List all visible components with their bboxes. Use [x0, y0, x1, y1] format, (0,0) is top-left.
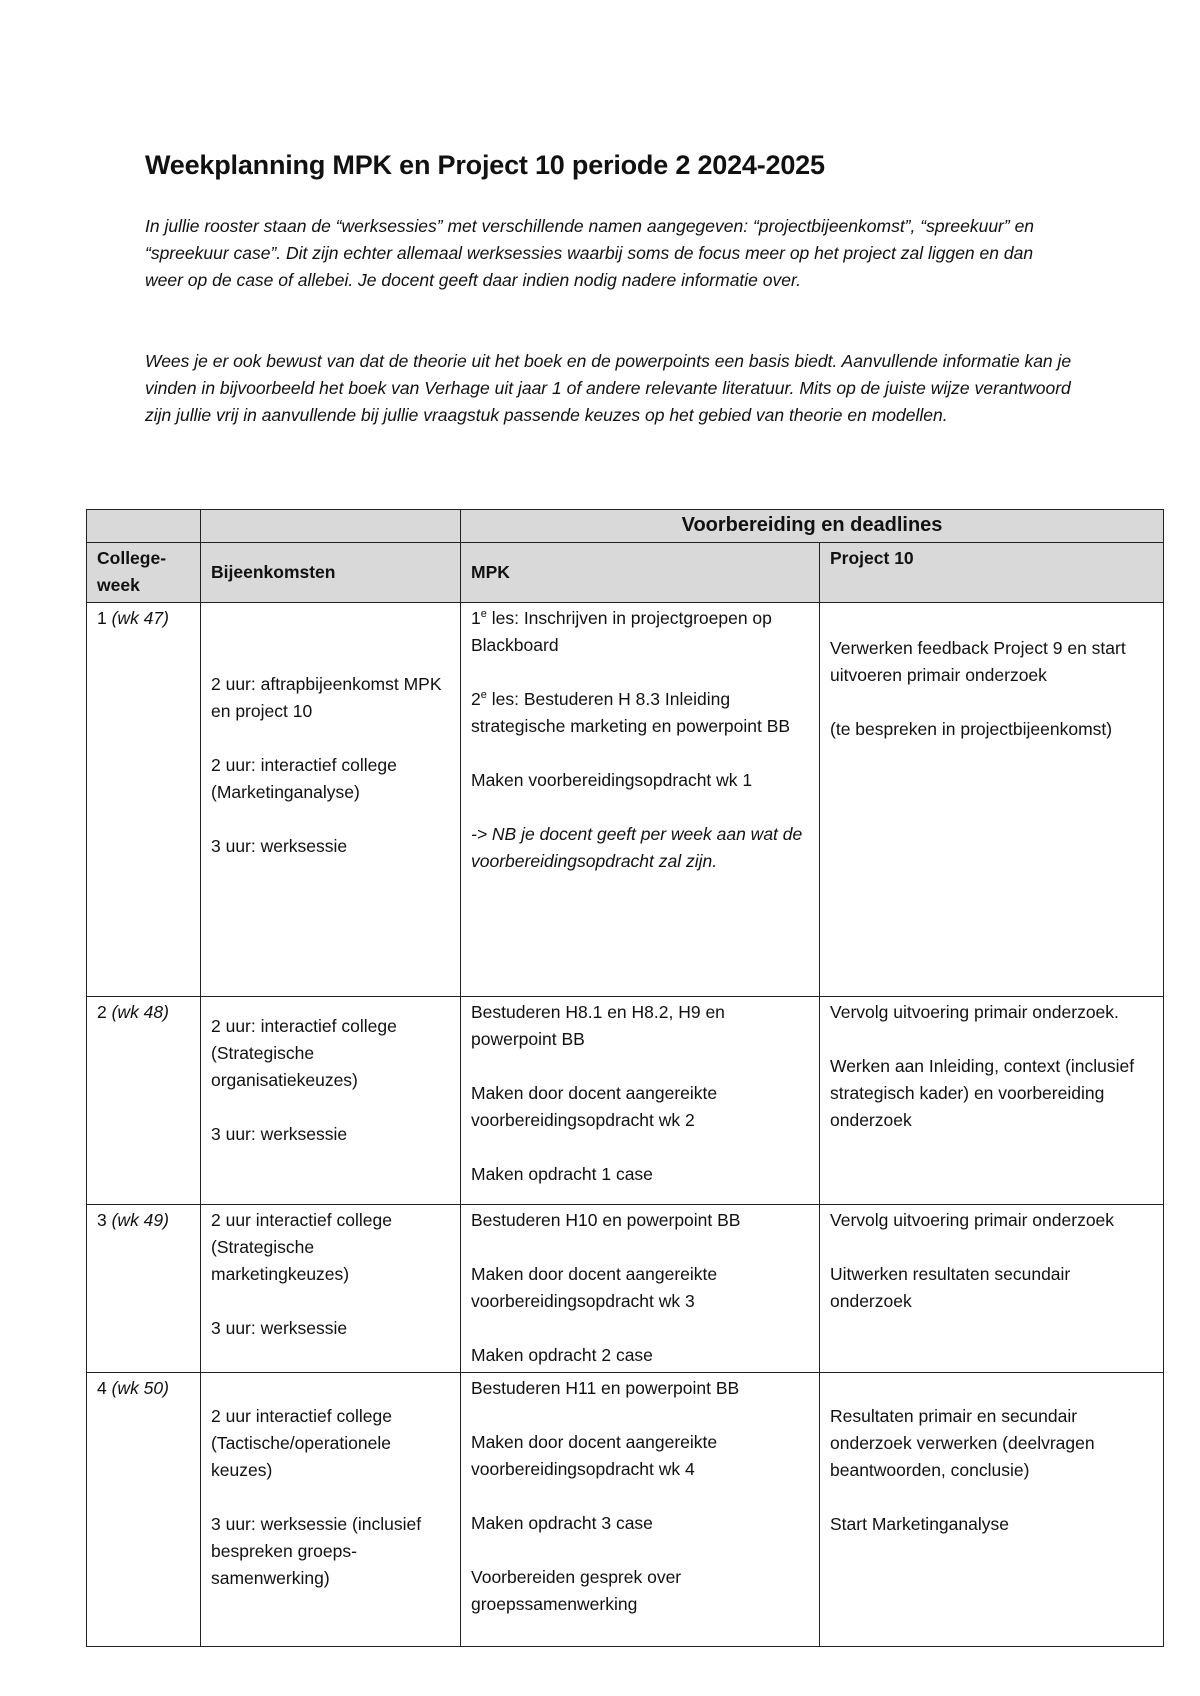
mpk-item: Bestuderen H10 en powerpoint BB — [471, 1210, 741, 1230]
mpk-item: Maken opdracht 3 case — [471, 1513, 653, 1533]
lesson-number: 2 — [471, 689, 481, 709]
ordinal-suffix: e — [480, 689, 487, 702]
lesson-text: les: Inschrijven in projectgroepen op Blackboard — [471, 608, 772, 655]
mpk-item: Maken door docent aangereikte voorbereidingsopdracht wk 4 — [471, 1432, 718, 1479]
mpk-cell — [461, 1373, 820, 1647]
week-label: (wk 47) — [111, 608, 169, 628]
week-cell — [87, 1373, 201, 1647]
week-number: 4 — [97, 1378, 107, 1398]
mpk-item: Maken door docent aangereikte voorbereidingsopdracht wk 3 — [471, 1264, 718, 1311]
intro-paragraph-2: Wees je er ook bewust van dat de theorie uit het boek en de powerpoints een basis biedt. Aanvullende informatie kan je vinden in bijvoorbeeld het boek van Verhage uit jaar 1 of andere relevante literatuur. Mits op de juiste wijze verantwoord zijn jullie vrij in aanvullende bij jullie vraagstuk passende keuzes op het gebied van theorie en modellen. — [145, 351, 1072, 425]
header-preparation-deadlines: Voorbereiding en deadlines — [461, 510, 1164, 543]
mpk-item: Maken opdracht 1 case — [471, 1164, 653, 1184]
ordinal-suffix: e — [480, 608, 487, 621]
project-cell — [820, 1373, 1164, 1647]
meetings-cell — [201, 1205, 461, 1373]
meeting-item: 2 uur interactief college (Strategische marketingkeuzes) — [211, 1210, 392, 1284]
header-empty-cell-2 — [201, 510, 461, 543]
week-number: 1 — [97, 608, 107, 628]
week-cell — [87, 603, 201, 997]
meeting-item: 3 uur: werksessie — [211, 1124, 348, 1144]
week-label: (wk 50) — [111, 1378, 169, 1398]
intro-paragraph-1: In jullie rooster staan de “werksessies” met verschillende namen aangegeven: “projectbijeenkomst”, “spreekuur” en “spreekuur case”. Dit zijn echter allemaal werksessies waarbij soms de focus meer op het project zal liggen en dan weer op de case of allebei. Je docent geeft daar indien nodig nadere informatie over. — [145, 216, 1035, 290]
meeting-item: 2 uur: interactief college (Strategische organisatiekeuzes) — [211, 1016, 397, 1090]
project-cell — [820, 603, 1164, 997]
mpk-item — [471, 686, 809, 740]
meeting-item: 3 uur: werksessie — [211, 836, 348, 856]
mpk-cell — [461, 603, 820, 997]
mpk-item: Maken door docent aangereikte voorbereidingsopdracht wk 2 — [471, 1083, 718, 1130]
mpk-cell — [461, 1205, 820, 1373]
project-item: Verwerken feedback Project 9 en start uitvoeren primair onderzoek — [830, 638, 1126, 685]
project-cell — [820, 997, 1164, 1205]
project-cell — [820, 1205, 1164, 1373]
mpk-item: Bestuderen H11 en powerpoint BB — [471, 1378, 740, 1398]
meeting-item: 2 uur interactief college (Tactische/operationele keuzes) — [211, 1406, 392, 1480]
mpk-item: Maken opdracht 2 case — [471, 1345, 653, 1365]
header-meetings: Bijeenkomsten — [201, 543, 461, 603]
lesson-text: les: Bestuderen H 8.3 Inleiding strategische marketing en powerpoint BB — [471, 689, 791, 736]
week-number: 2 — [97, 1002, 107, 1022]
meetings-cell — [201, 603, 461, 997]
week-cell — [87, 1205, 201, 1373]
lesson-number: 1 — [471, 608, 481, 628]
table-row — [87, 1205, 1164, 1373]
meeting-item: 2 uur: aftrapbijeenkomst MPK en project 10 — [211, 674, 442, 721]
project-item: Uitwerken resultaten secundair onderzoek — [830, 1264, 1071, 1311]
document-title: Weekplanning MPK en Project 10 periode 2 2024-2025 — [145, 150, 825, 180]
mpk-item: Bestuderen H8.1 en H8.2, H9 en powerpoint BB — [471, 1002, 725, 1049]
meetings-cell — [201, 997, 461, 1205]
week-label: (wk 49) — [111, 1210, 169, 1230]
mpk-item — [471, 605, 809, 659]
mpk-item: Maken voorbereidingsopdracht wk 1 — [471, 770, 753, 790]
project-item: Vervolg uitvoering primair onderzoek. — [830, 1002, 1119, 1022]
week-cell — [87, 997, 201, 1205]
mpk-cell — [461, 997, 820, 1205]
header-empty-cell-1 — [87, 510, 201, 543]
table-row — [87, 1373, 1164, 1647]
meeting-item: 3 uur: werksessie — [211, 1318, 348, 1338]
header-project-10: Project 10 — [820, 543, 1164, 603]
project-item: Start Marketinganalyse — [830, 1514, 1009, 1534]
project-item: Resultaten primair en secundair onderzoek verwerken (deelvragen beantwoorden, conclusie) — [830, 1406, 1095, 1480]
table-row — [87, 603, 1164, 997]
mpk-item: Voorbereiden gesprek over groepssamenwerking — [471, 1567, 682, 1614]
header-college-week: College-week — [87, 543, 201, 603]
meeting-item: 2 uur: interactief college (Marketinganalyse) — [211, 755, 397, 802]
table-row — [87, 997, 1164, 1205]
meeting-item: 3 uur: werksessie (inclusief bespreken groeps-samenwerking) — [211, 1514, 422, 1588]
mpk-note: -> NB je docent geeft per week aan wat de voorbereidingsopdracht zal zijn. — [471, 824, 803, 871]
project-item: Vervolg uitvoering primair onderzoek — [830, 1210, 1115, 1230]
week-plan-table — [86, 509, 1164, 1647]
meetings-cell — [201, 1373, 461, 1647]
project-item: (te bespreken in projectbijeenkomst) — [830, 719, 1113, 739]
week-number: 3 — [97, 1210, 107, 1230]
week-label: (wk 48) — [111, 1002, 169, 1022]
table-group-header-row — [87, 510, 1164, 543]
table-column-header-row — [87, 543, 1164, 603]
header-mpk: MPK — [461, 543, 820, 603]
project-item: Werken aan Inleiding, context (inclusief strategisch kader) en voorbereiding onderzoek — [830, 1056, 1135, 1130]
